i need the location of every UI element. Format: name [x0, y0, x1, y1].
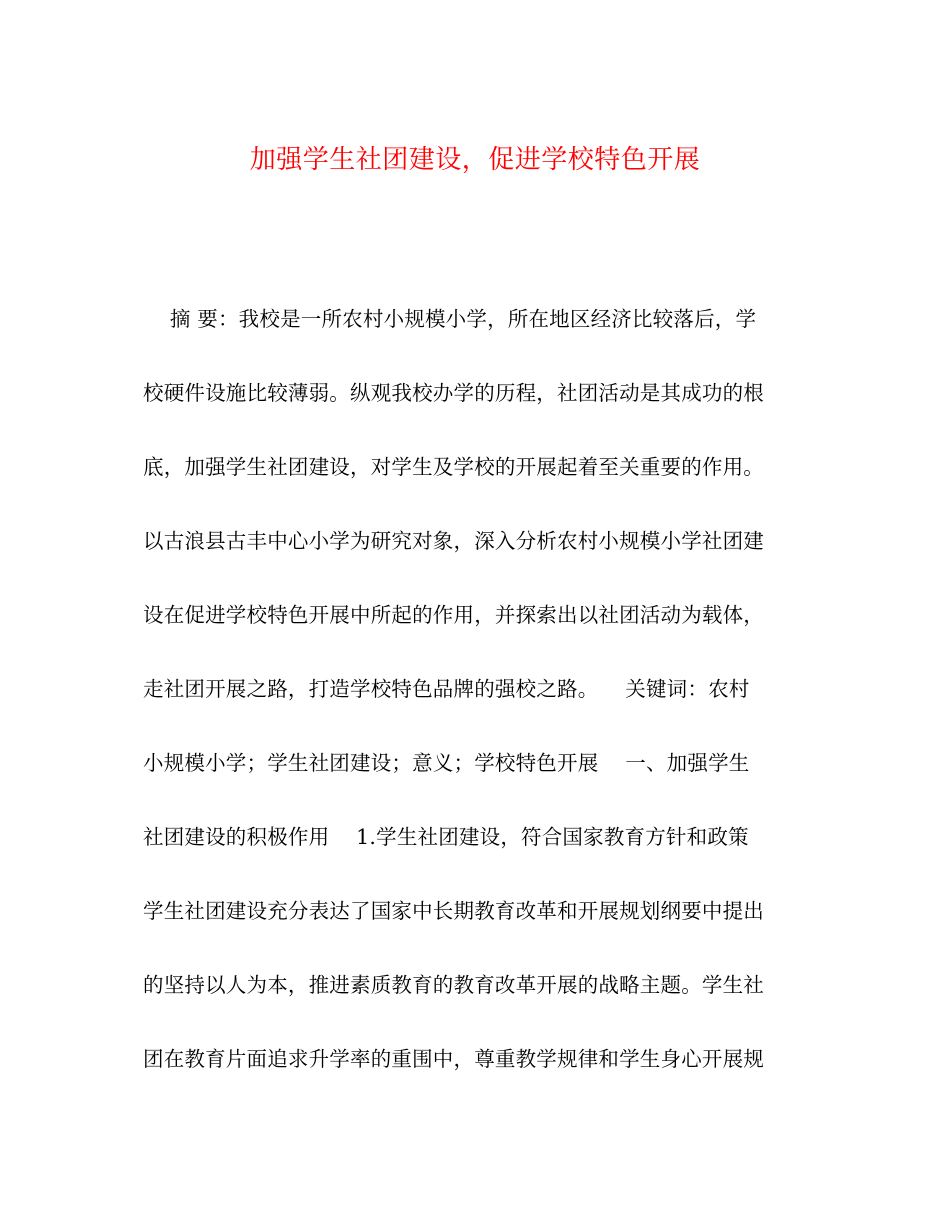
body-line: 以古浪县古丰中心小学为研究对象，深入分析农村小规模小学社团建 — [143, 529, 764, 553]
body-line: 小规模小学；学生社团建设；意义；学校特色开展 一、加强学生 — [143, 751, 750, 775]
body-line: 走社团开展之路，打造学校特色品牌的强校之路。 关键词：农村 — [143, 677, 750, 701]
body-line: 设在促进学校特色开展中所起的作用，并探索出以社团活动为载体， — [143, 603, 764, 627]
body-line: 学生社团建设充分表达了国家中长期教育改革和开展规划纲要中提出 — [143, 899, 764, 923]
body-line: 校硬件设施比较薄弱。纵观我校办学的历程，社团活动是其成功的根 — [143, 381, 764, 405]
body-line: 底，加强学生社团建设，对学生及学校的开展起着至关重要的作用。 — [143, 455, 764, 479]
document-title: 加强学生社团建设，促进学校特色开展 — [249, 145, 701, 175]
body-line: 摘 要：我校是一所农村小规模小学，所在地区经济比较落后，学 — [143, 307, 757, 331]
body-line: 的坚持以人为本，推进素质教育的教育改革开展的战略主题。学生社 — [143, 973, 764, 997]
document-body — [143, 299, 803, 1113]
body-line: 团在教育片面追求升学率的重围中，尊重教学规律和学生身心开展规 — [143, 1047, 764, 1071]
body-line: 社团建设的积极作用 1.学生社团建设，符合国家教育方针和政策 — [143, 825, 749, 849]
